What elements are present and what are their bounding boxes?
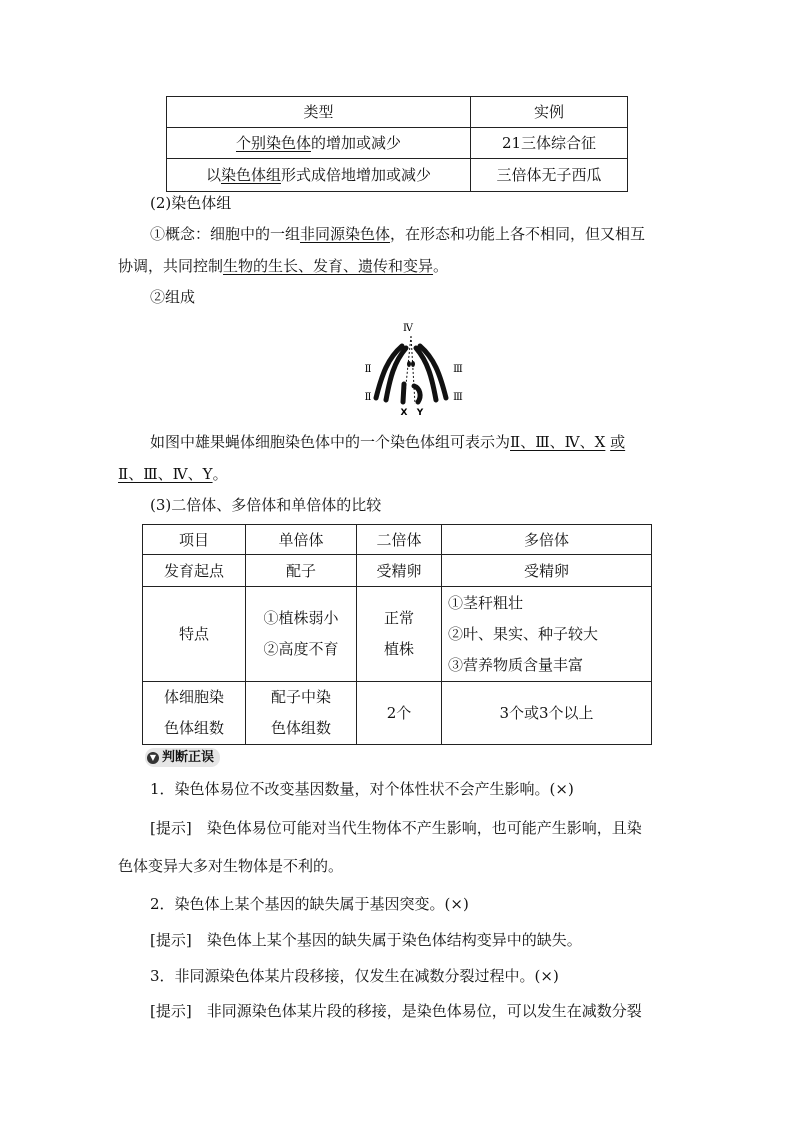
chromosome-set-figure xyxy=(358,318,468,422)
label-II-top: Ⅱ xyxy=(364,364,372,375)
item-1-tip-line-2: 色体变异大多对生物体是不利的。 xyxy=(118,857,344,875)
label-II-bottom: Ⅱ xyxy=(364,392,372,403)
text: 色体组数 xyxy=(163,719,224,737)
text: ①茎秆粗壮 xyxy=(448,593,524,612)
ploidy-comparison-table xyxy=(142,524,652,745)
table1-header-example: 实例 xyxy=(471,97,628,128)
table1-row1-type xyxy=(167,128,471,159)
text: 或 xyxy=(610,433,626,451)
table2-origin-polyploid: 受精卵 xyxy=(442,555,652,587)
table2-count-label xyxy=(143,682,246,745)
label-III-bottom: Ⅲ xyxy=(453,392,463,403)
table2-feature-haploid xyxy=(246,587,357,682)
label-III-top: Ⅲ xyxy=(453,364,463,375)
text: ，在形态和功能上各不相同，但又相互 xyxy=(390,225,646,243)
item-2-question: 2．染色体上某个基因的缺失属于基因突变。(×) xyxy=(150,895,469,913)
table2-origin-haploid: 配子 xyxy=(246,555,357,587)
table2-count-polyploid: 3个或3个以上 xyxy=(442,682,652,745)
item-3-question: 3．非同源染色体某片段移接，仅发生在减数分裂过程中。(×) xyxy=(150,967,559,985)
text: 正常 xyxy=(383,609,414,627)
table2-feature-label: 特点 xyxy=(143,587,246,682)
text: 。 xyxy=(433,257,449,275)
concept-line-1 xyxy=(150,224,645,244)
judge-true-false-badge xyxy=(145,748,220,767)
underlined-term: Ⅱ、Ⅲ、Ⅳ、X xyxy=(510,433,606,451)
text: ②高度不育 xyxy=(263,640,339,658)
chromosome-X xyxy=(403,384,404,402)
table1-row2-type xyxy=(167,159,471,192)
text: 配子中染 xyxy=(270,688,331,706)
section-3-title: (3)二倍体、多倍体和单倍体的比较 xyxy=(150,496,382,514)
label-Y: Y xyxy=(416,408,424,418)
label-IV: Ⅳ xyxy=(403,323,413,334)
text: ③营养物质含量丰富 xyxy=(448,655,584,674)
table2-origin-label: 发育起点 xyxy=(143,555,246,587)
text: 协调，共同控制 xyxy=(118,257,224,275)
text: 。 xyxy=(212,465,228,483)
section-2-title: (2)染色体组 xyxy=(150,194,232,212)
table1-header-type: 类型 xyxy=(167,97,471,128)
underlined-term: 染色体组 xyxy=(220,166,281,184)
fly-chromosome-text-line-2 xyxy=(118,464,228,484)
text: ①概念：细胞中的一组 xyxy=(150,225,301,243)
table2-count-haploid xyxy=(246,682,357,745)
fly-chromosome-text-line-1 xyxy=(150,432,625,452)
text: 体细胞染 xyxy=(163,688,224,706)
chromosome-IV-a xyxy=(407,361,411,367)
table2-feature-diploid xyxy=(357,587,442,682)
text: 以 xyxy=(205,166,221,184)
table1-row1-example: 21三体综合征 xyxy=(471,128,628,159)
table2-origin-diploid: 受精卵 xyxy=(357,555,442,587)
text: 如图中雄果蝇体细胞染色体中的一个染色体组可表示为 xyxy=(150,433,511,451)
underlined-term: 非同源染色体 xyxy=(300,225,391,243)
text: ①植株弱小 xyxy=(263,609,339,627)
chromosome-IV-b xyxy=(411,361,415,367)
concept-line-2 xyxy=(118,256,448,276)
variation-type-table xyxy=(166,96,628,192)
item-1-tip-line-1: [提示] 染色体易位可能对当代生物体不产生影响，也可能产生影响，且染 xyxy=(150,819,642,837)
table2-feature-polyploid xyxy=(442,587,652,682)
badge-label: 判断正误 xyxy=(162,750,215,765)
underlined-term: 生物的生长、发育、遗传和变异 xyxy=(223,257,434,275)
chevron-down-icon: ▼ xyxy=(147,752,159,764)
item-3-tip-line-1: [提示] 非同源染色体某片段的移接，是染色体易位，可以发生在减数分裂 xyxy=(150,1002,642,1020)
text: ②叶、果实、种子较大 xyxy=(448,624,599,643)
item-1-question: 1．染色体易位不改变基因数量，对个体性状不会产生影响。(×) xyxy=(150,780,574,798)
table2-count-diploid: 2个 xyxy=(357,682,442,745)
item-2-tip-line-1: [提示] 染色体上某个基因的缺失属于染色体结构变异中的缺失。 xyxy=(150,931,582,949)
underlined-term: Ⅱ、Ⅲ、Ⅳ、Y xyxy=(118,465,213,483)
underlined-term: 个别染色体 xyxy=(235,134,311,152)
table2-header-polyploid: 多倍体 xyxy=(442,525,652,555)
text: 的增加或减少 xyxy=(311,134,402,152)
text: 植株 xyxy=(383,640,414,658)
table2-header-haploid: 单倍体 xyxy=(246,525,357,555)
label-X: X xyxy=(400,408,408,418)
chromosome-Y xyxy=(414,386,420,402)
composition-label: ②组成 xyxy=(150,288,196,306)
text: 形式成倍地增加或减少 xyxy=(281,166,432,184)
table2-header-diploid: 二倍体 xyxy=(357,525,442,555)
text: 色体组数 xyxy=(270,719,331,737)
table2-header-item: 项目 xyxy=(143,525,246,555)
table1-row2-example: 三倍体无子西瓜 xyxy=(471,159,628,192)
